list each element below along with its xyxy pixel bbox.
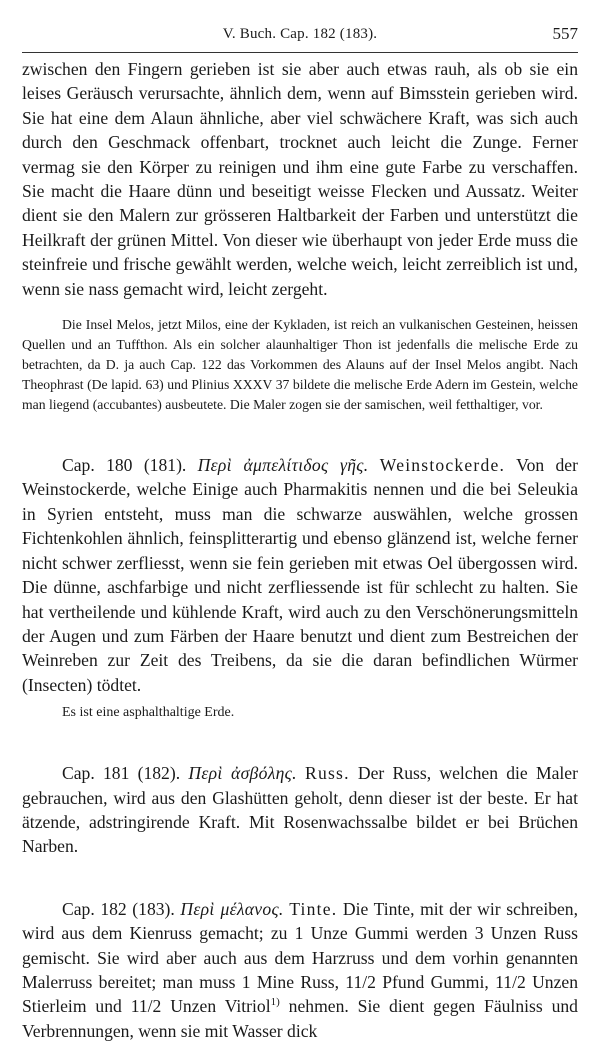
cap-180-text: Von der Weinstockerde, welche Einige auch Pharmakitis nennen und die bei Seleukia in Syrien entsteht, muss man die schwarze auswählen, welche grossen Fichtenkohlen ähnlich, feinsplitterartig und ebenso glänzend ist, welche ferner nicht schwer zerfliesst, wenn sie fein gerieben mit etwas Oel übergossen wird. Die dünne, aschfarbige und nicht zerfliessende ist für schlecht zu halten. Sie hat vertheilende und kühlende Kraft, wird auch zu den Verschönerungsmitteln der Augen und zum Färben der Haare benutzt und dient zum Bestreichen der Weinreben zur Zeit des Treibens, da sie die daran befindlichen Würmer (Insecten) tödtet. — [22, 455, 578, 695]
cap-180-paragraph — [22, 453, 578, 697]
cap-182-greek-title: Περὶ μέλανος. — [180, 898, 284, 919]
cap-182-text-part3: Unzen Stierleim und 1 — [22, 971, 578, 1017]
continuation-paragraph — [22, 57, 578, 301]
fraction-half: 1/2 — [138, 996, 162, 1017]
running-title: V. Buch. Cap. 182 (183). — [222, 26, 378, 42]
cap-182-text-part5: nehmen. Sie dient gegen Fäulniss und Verbrennungen, wenn sie mit Wasser dick — [22, 996, 578, 1041]
cap-180-number: Cap. 180 (181). — [62, 455, 187, 476]
cap-181-number: Cap. 181 (182). — [62, 763, 181, 784]
cap-181-german-title: Russ. — [305, 763, 350, 784]
cap-182-text-part1: Die Tinte, mit der wir schreiben, wird aus dem Kienruss gemacht; zu 1 Unze Gummi werden 3 Unzen Russ gemischt. Sie wird aber auch aus dem Harzruss und dem vorhin genannten Malerruss bereitet; man muss 1 Mine Russ, 1 — [22, 898, 579, 992]
cap-181-text: Der Russ, welchen die Maler gebrauchen, wird aus den Glashütten geholt, denn dieser ist der beste. Er hat ätzende, adstringirende Kraft. Mit Rosenwachssalbe bildet er bei Brüchen Narben. — [22, 763, 578, 857]
section-cap-182 — [22, 897, 578, 1043]
section-cap-181 — [22, 761, 578, 859]
cap-180-note: Es ist eine asphalthaltige Erde. — [62, 705, 235, 721]
cap-181-paragraph — [22, 761, 578, 859]
footnote-marker[interactable]: 1) — [270, 996, 280, 1009]
page-number: 557 — [552, 24, 578, 43]
note-melos: Die Insel Melos, jetzt Milos, eine der Kykladen, ist reich an vulkanischen Gesteinen, heissen Quellen und an Tuffthon. Als ein solcher alaunhaltiger Thon ist jedenfalls die melische Erde zu betrachten, da D. ja auch Cap. 122 das Vorkommen des Alauns auf der Insel Melos angibt. Nach Theophrast (De lapid. 63) und Plinius XXXV 37 bildete die melische Erde Adern im Gestein, welche man liegend (accubantes) ausbeutete. Die Maler zogen sie der samischen, weil fetthaltiger, vor. — [22, 317, 578, 413]
fraction-half: 1/2 — [353, 971, 376, 992]
cap-181-greek-title: Περὶ ἀσβόλης. — [188, 763, 297, 784]
cap-182-number: Cap. 182 (183). — [62, 898, 175, 919]
cap-182-paragraph — [22, 897, 578, 1043]
cap-182-text-part4: Unzen Vitriol — [161, 996, 271, 1017]
cap-180-greek-title: Περὶ ἀμπελίτιδος γῆς. — [197, 455, 369, 476]
continuation-text: zwischen den Fingern gerieben ist sie aber auch etwas rauh, als ob sie ein leises Geräusch verursachte, ähnlich dem, wenn auf Bimsstein gerieben wird. Sie hat eine dem Alaun ähnliche, aber viel schwächere Kraft, was sich auch durch den Geschmack offenbart, trocknet auch leicht die Zunge. Ferner vermag sie den Körper zu reinigen und ihm eine gute Farbe zu verschaffen. Sie macht die Haare dünn und beseitigt weisse Flecken und Aussatz. Weiter dient sie den Malern zur grösseren Haltbarkeit der Farben und unterstützt die Heilkraft der grünen Mittel. Von dieser wie überhaupt von jeder Erde muss die steinfreie und frische gewählt werden, welche weich, leicht zerreiblich ist und, wenn sie nass gemacht wird, leicht zergeht. — [22, 59, 578, 299]
cap-180-german-title: Weinstockerde. — [379, 455, 506, 476]
cap-182-german-title: Tinte. — [289, 898, 338, 919]
cap-182-text-part2: Pfund Gummi, 1 — [375, 971, 504, 992]
running-header — [22, 22, 578, 53]
fraction-half: 1/2 — [503, 971, 526, 992]
section-cap-180 — [22, 453, 578, 723]
